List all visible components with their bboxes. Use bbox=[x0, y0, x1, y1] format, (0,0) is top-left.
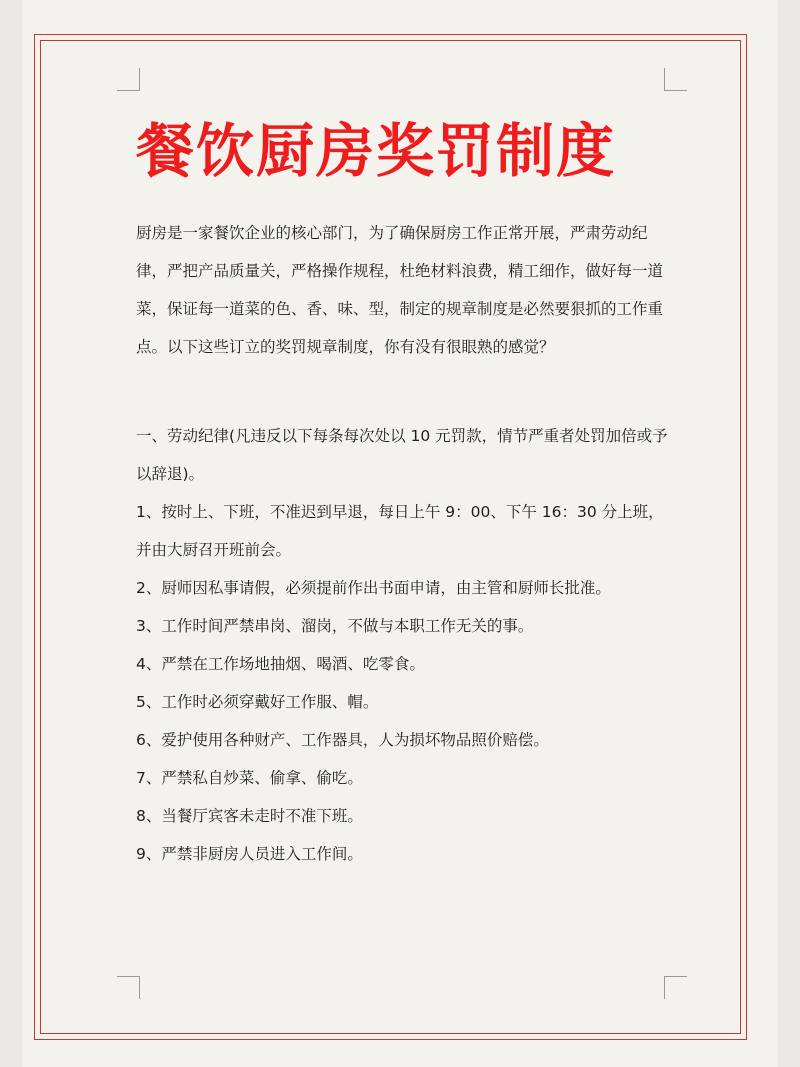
document-title: 餐饮厨房奖罚制度 bbox=[136, 117, 617, 185]
rule-item: 9、严禁非厨房人员进入工作间。 bbox=[136, 845, 363, 863]
intro-paragraph: 厨房是一家餐饮企业的核心部门，为了确保厨房工作正常开展，严肃劳动纪律，严把产品质量关，严格操作规程，杜绝材料浪费，精工细作，做好每一道菜，保证每一道菜的色、香、味、型，制定的规章制度是必然要狠抓的工作重点。以下这些订立的奖罚规章制度，你有没有很眼熟的感觉？ bbox=[136, 224, 664, 356]
rule-item: 6、爱护使用各种财产、工作器具，人为损坏物品照价赔偿。 bbox=[136, 731, 549, 749]
corner-mark-bottom-right bbox=[664, 976, 687, 999]
rule-item: 3、工作时间严禁串岗、溜岗，不做与本职工作无关的事。 bbox=[136, 617, 534, 635]
section-heading: 一、劳动纪律(凡违反以下每条每次处以 10 元罚款，情节严重者处罚加倍或予以辞退)。 bbox=[136, 427, 668, 483]
corner-mark-top-right bbox=[664, 68, 687, 91]
rule-item: 5、工作时必须穿戴好工作服、帽。 bbox=[136, 693, 379, 711]
document-body bbox=[136, 214, 672, 873]
corner-mark-top-left bbox=[117, 68, 140, 91]
corner-mark-bottom-left bbox=[117, 976, 140, 999]
rule-item: 1、按时上、下班，不准迟到早退，每日上午 9：00、下午 16：30 分上班，并由大厨召开班前会。 bbox=[136, 503, 664, 559]
rule-item: 7、严禁私自炒菜、偷拿、偷吃。 bbox=[136, 769, 363, 787]
rule-item: 8、当餐厅宾客未走时不准下班。 bbox=[136, 807, 363, 825]
rule-item: 2、厨师因私事请假，必须提前作出书面申请，由主管和厨师长批准。 bbox=[136, 579, 611, 597]
rule-item: 4、严禁在工作场地抽烟、喝酒、吃零食。 bbox=[136, 655, 425, 673]
